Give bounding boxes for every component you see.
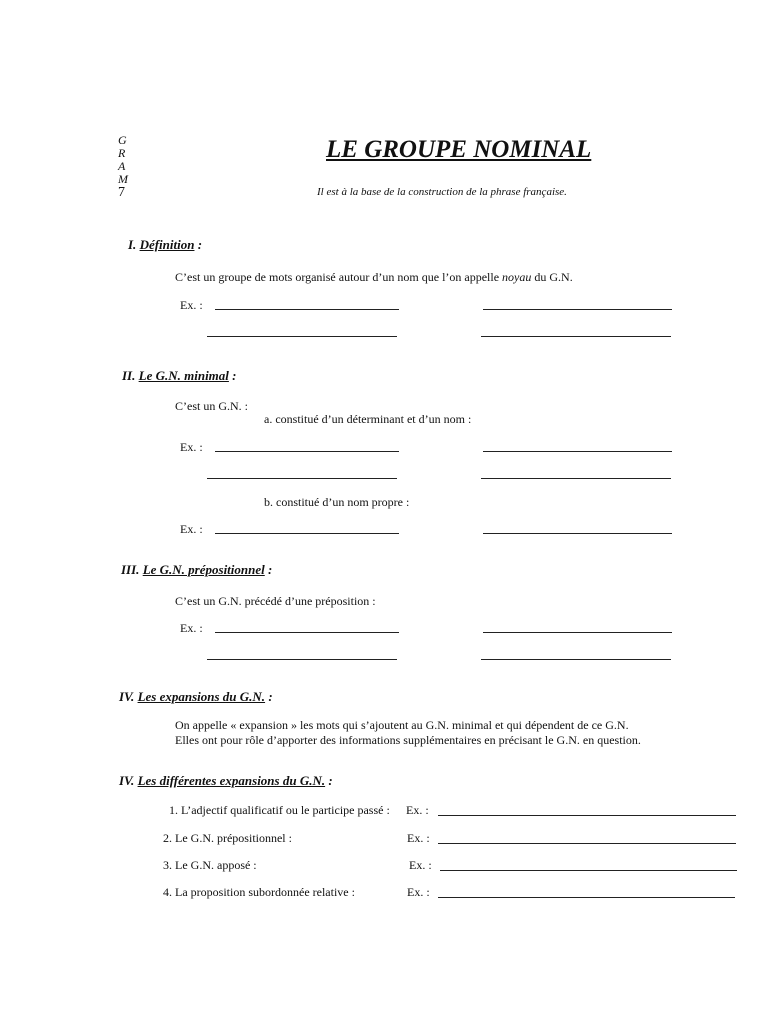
section-title: Le G.N. minimal xyxy=(138,368,229,383)
expansion-item-label: 3. Le G.N. apposé : xyxy=(163,858,257,872)
section-number: IV. xyxy=(119,773,135,788)
section-number: I. xyxy=(128,237,137,252)
section-colon: : xyxy=(194,237,203,252)
answer-line[interactable] xyxy=(207,478,397,479)
section-title: Le G.N. prépositionnel xyxy=(142,562,265,577)
answer-line[interactable] xyxy=(438,897,735,898)
section-heading-gn-minimal xyxy=(122,368,237,384)
section-title: Définition xyxy=(139,237,195,252)
answer-line[interactable] xyxy=(481,659,671,660)
expansion-item-label: 2. Le G.N. prépositionnel : xyxy=(163,831,292,845)
section-heading-definition xyxy=(128,237,202,253)
answer-line[interactable] xyxy=(440,870,737,871)
answer-line[interactable] xyxy=(207,336,397,337)
side-number: 7 xyxy=(118,185,125,200)
page-title: LE GROUPE NOMINAL xyxy=(326,136,592,163)
definition-text xyxy=(175,270,573,285)
example-label: Ex. : xyxy=(407,831,430,845)
section-heading-gn-prepositionnel xyxy=(121,562,272,578)
page-subtitle: Il est à la base de la construction de la phrase française. xyxy=(317,186,567,198)
side-letter: A xyxy=(118,159,126,173)
section-colon: : xyxy=(228,368,237,383)
answer-line[interactable] xyxy=(483,309,672,310)
section-colon: : xyxy=(264,562,273,577)
example-label: Ex. : xyxy=(180,440,203,454)
section-heading-different-expansions xyxy=(119,773,333,789)
side-letter: G xyxy=(118,133,127,147)
section-number: II. xyxy=(122,368,136,383)
answer-line[interactable] xyxy=(215,533,399,534)
gn-minimal-intro: C’est un G.N. : xyxy=(175,399,248,413)
example-label: Ex. : xyxy=(409,858,432,872)
answer-line[interactable] xyxy=(215,309,399,310)
expansion-item-label: 4. La proposition subordonnée relative : xyxy=(163,885,355,899)
answer-line[interactable] xyxy=(215,632,399,633)
definition-text-start: C’est un groupe de mots organisé autour d’un nom que l’on appelle xyxy=(175,270,503,284)
section-title: Les différentes expansions du G.N. xyxy=(137,773,326,788)
section-heading-expansions xyxy=(119,689,273,705)
section-title: Les expansions du G.N. xyxy=(137,689,266,704)
section-colon: : xyxy=(265,689,273,704)
example-label: Ex. : xyxy=(406,803,429,817)
side-letter: R xyxy=(118,146,126,160)
answer-line[interactable] xyxy=(215,451,399,452)
side-letter: M xyxy=(118,172,128,186)
answer-line[interactable] xyxy=(483,533,672,534)
expansions-text-line: Elles ont pour rôle d’apporter des informations supplémentaires en précisant le G.N. en question. xyxy=(175,733,641,747)
example-label: Ex. : xyxy=(180,298,203,312)
expansions-text-line: On appelle « expansion » les mots qui s’ajoutent au G.N. minimal et qui dépendent de ce G.N. xyxy=(175,718,629,732)
definition-text-italic: noyau xyxy=(502,270,532,284)
answer-line[interactable] xyxy=(481,336,671,337)
answer-line[interactable] xyxy=(438,815,736,816)
gn-minimal-case-a: a. constitué d’un déterminant et d’un nom : xyxy=(264,412,472,426)
example-label: Ex. : xyxy=(407,885,430,899)
gn-minimal-case-b: b. constitué d’un nom propre : xyxy=(264,495,410,509)
definition-text-end: du G.N. xyxy=(531,270,573,284)
answer-line[interactable] xyxy=(207,659,397,660)
answer-line[interactable] xyxy=(438,843,736,844)
gn-prepositionnel-intro: C’est un G.N. précédé d’une préposition : xyxy=(175,594,376,608)
section-number: IV. xyxy=(119,689,135,704)
answer-line[interactable] xyxy=(483,632,672,633)
example-label: Ex. : xyxy=(180,522,203,536)
answer-line[interactable] xyxy=(481,478,671,479)
example-label: Ex. : xyxy=(180,621,203,635)
answer-line[interactable] xyxy=(483,451,672,452)
side-code xyxy=(118,134,128,199)
section-number: III. xyxy=(121,562,140,577)
section-colon: : xyxy=(325,773,333,788)
expansion-item-label: 1. L’adjectif qualificatif ou le participe passé : xyxy=(169,803,390,817)
